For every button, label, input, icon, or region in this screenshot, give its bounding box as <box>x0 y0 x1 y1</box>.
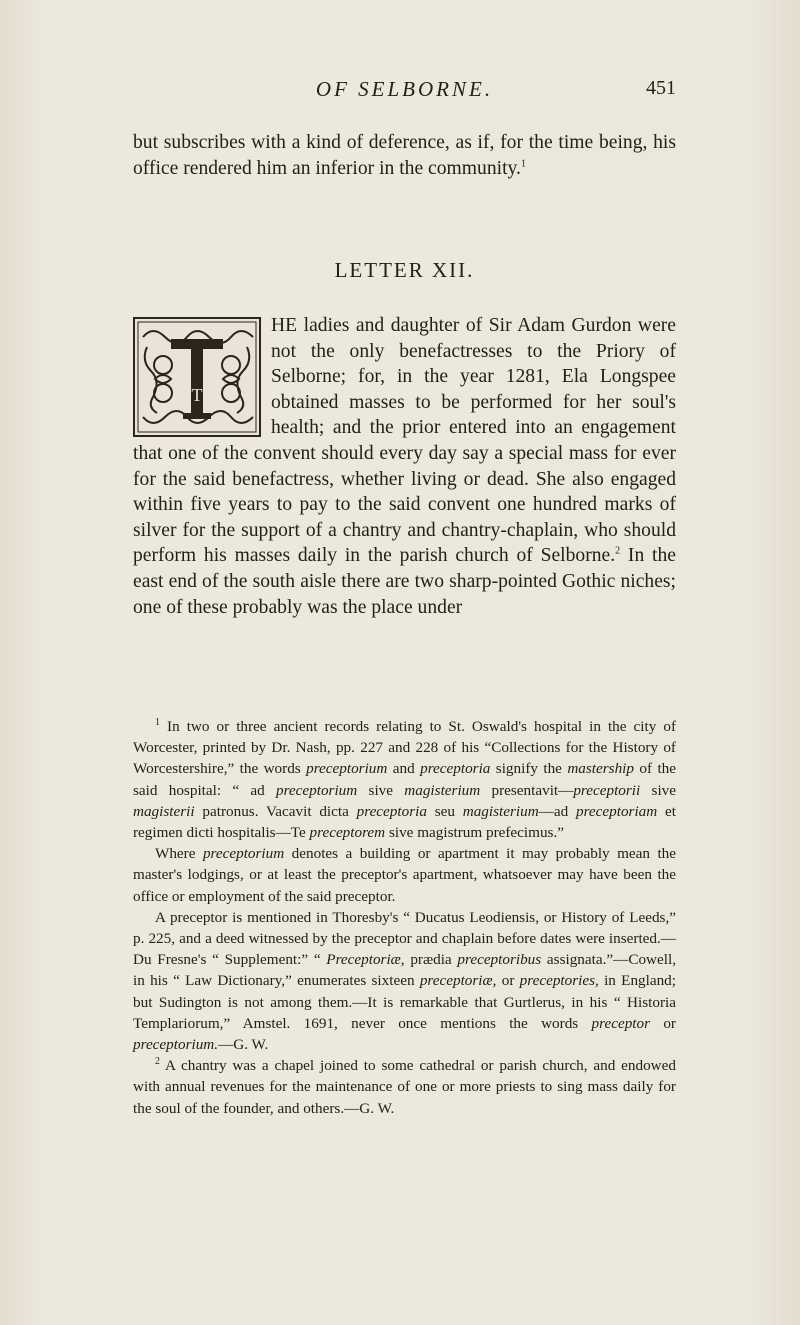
fn1-text: sive magistrum prefecimus.” <box>385 824 564 842</box>
fn1-text: signify the <box>490 760 568 778</box>
fn1-italic: preceptoria <box>356 802 427 820</box>
page-number: 451 <box>646 77 676 99</box>
letter-body <box>133 313 676 620</box>
intro-text: but subscribes with a kind of deference, as if, for the time being, his office rendered him an inferior in the community. <box>133 132 676 179</box>
fn1-text: —ad <box>538 802 576 820</box>
fn1-italic: magisterium <box>404 781 481 799</box>
fn1-text: sive <box>640 781 676 799</box>
footnote-2 <box>133 1055 676 1119</box>
letter-text-1: HE ladies and daughter of Sir Adam Gurdon were not the only benefactresses to the Priory of Selborne; for, in the year 1281, Ela Longspee obtained masses to be performed for her soul's health; and the prior entered into an engagement that one of the convent should every day say a special mass for ever for the said benefactress, whether living or dead. She also engaged within five years to pay to the said convent one hundred marks of silver for the support of a chantry and chantry-chaplain, who should perform his masses daily in the parish church of Selborne. <box>133 315 676 567</box>
fn1p3-italic: preceptoribus <box>457 951 542 969</box>
fn1p2-text: Where <box>155 845 203 863</box>
fn1-italic: magisterii <box>133 802 195 820</box>
ornament-initial-icon <box>133 317 261 437</box>
fn1p3-text: prædia <box>404 951 458 969</box>
fn2-text: A chantry was a chapel joined to some cathedral or parish church, and endowed with annual revenues for the maintenance of one or more priests to sing mass daily for the soul of the founder, and others.—G. W. <box>133 1057 676 1117</box>
fn1-italic: preceptorium <box>275 781 358 799</box>
fn1p3-text: or <box>496 972 520 990</box>
intro-paragraph <box>133 130 676 181</box>
fn1p3-text: assignata.”—Cowell, in his “ Law Dictionary,” enumerates sixteen <box>133 951 676 990</box>
fn1-italic: preceptorium <box>306 760 388 778</box>
fn1-text: of the said hospital: “ ad <box>133 760 676 799</box>
fn1p3-italic: Preceptoriæ, <box>326 951 405 969</box>
fn1-italic: preceptoriam <box>575 802 658 820</box>
fn1p3-text: in England; but Sudington is not among them.—It is remarkable that Gurtlerus, in his “ Historia Templariorum,” Amstel. 1691, never once mentions the words <box>133 972 676 1032</box>
footnote-1-paragraph-3 <box>133 907 676 1055</box>
fn1p3-italic: preceptoriæ, <box>419 972 497 990</box>
fn1-text: patronus. Vacavit dicta <box>194 802 357 820</box>
footnote-1-mark: 1 <box>155 716 160 728</box>
fn1-text: presentavit— <box>480 781 574 799</box>
footnote-2-mark: 2 <box>155 1056 160 1068</box>
fn1-text: sive <box>357 781 405 799</box>
decorated-initial <box>133 317 261 437</box>
letter-heading: LETTER XII. <box>334 258 475 282</box>
fn1p3-text: A preceptor is mentioned in Thoresby's “ Ducatus Leodiensis, or History of Leeds,” p. 225, and a deed witnessed by the preceptor and chaplain before dates were inserted.—Du Fresne's “ Supplement:” “ <box>133 908 676 969</box>
fn1-text: seu <box>426 802 463 820</box>
fn1-italic: preceptorii <box>573 781 641 799</box>
footnote-1 <box>133 716 676 843</box>
fn1-text: In two or three ancient records relating to St. Oswald's hospital in the city of Worcester, printed by Dr. Nash, pp. 227 and 228 of his “Collections for the History of Worcestershire,” the words <box>133 718 676 778</box>
fn1-italic: mastership <box>567 760 634 778</box>
fn1p3-text: or <box>650 1014 676 1032</box>
running-title: OF SELBORNE. <box>315 77 494 101</box>
fn1p3-italic: preceptories, <box>519 972 599 990</box>
footnote-ref-2: 2 <box>615 545 621 557</box>
running-head <box>133 75 676 105</box>
fn1p3-italic: preceptorium. <box>133 1036 219 1054</box>
fn1-text: and <box>387 760 421 778</box>
fn1-italic: preceptorem <box>309 824 386 842</box>
fn1p2-text: denotes a building or apartment it may probably mean the master's lodgings, or at least the preceptor's apartment, whatsoever may have been the office or employment of the said preceptor. <box>133 845 676 905</box>
dropcap-letter: T <box>191 385 203 405</box>
footnote-1-paragraph-2 <box>133 843 676 907</box>
fn1p3-italic: preceptor <box>591 1014 651 1032</box>
fn1p2-italic: preceptorium <box>202 845 285 863</box>
footnote-ref-1: 1 <box>520 158 526 170</box>
fn1-italic: magisterium <box>462 802 539 820</box>
footnotes <box>133 716 676 1119</box>
fn1-text: et regimen dicti hospitalis—Te <box>133 802 676 842</box>
fn1p3-text: —G. W. <box>218 1036 269 1054</box>
letter-text-2: In the east end of the south aisle there are two sharp-pointed Gothic niches; one of these probably was the place under <box>133 545 676 618</box>
fn1-italic: preceptoria <box>420 760 491 778</box>
